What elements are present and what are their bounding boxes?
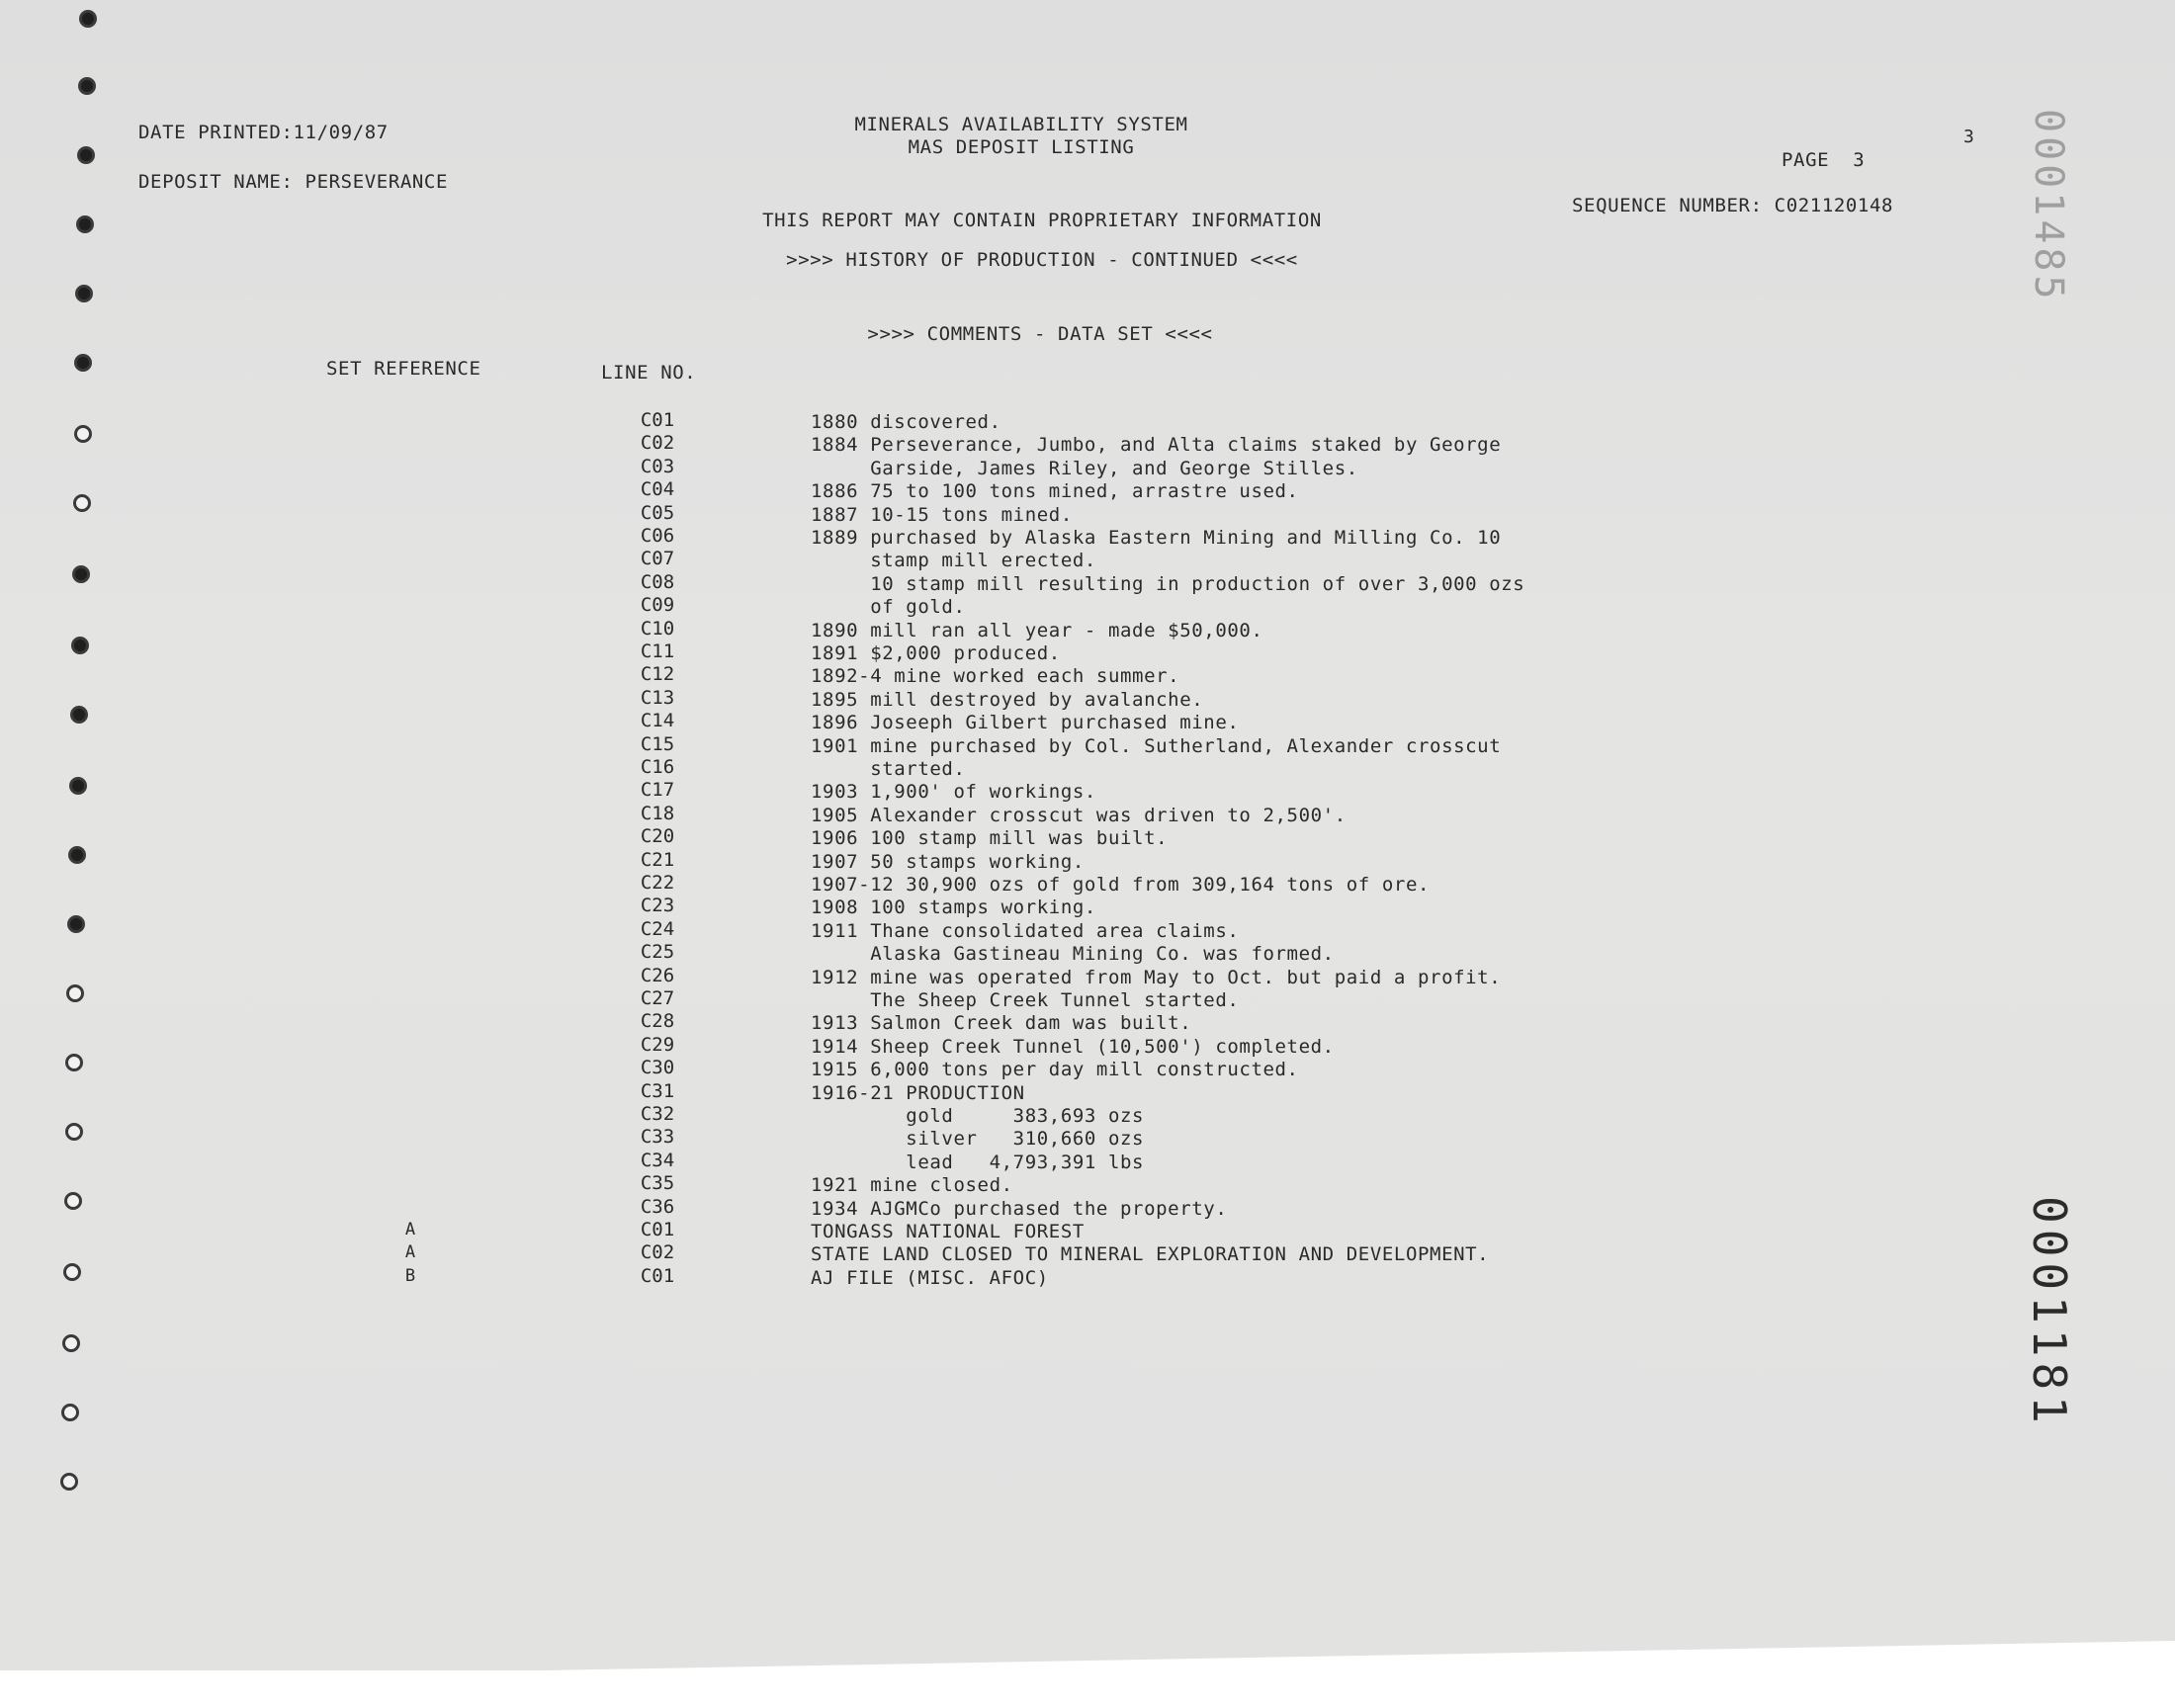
comment-text: 1891 $2,000 produced. [811, 642, 1061, 664]
comment-text: 1884 Perseverance, Jumbo, and Alta claims staked by George [811, 434, 1502, 456]
comment-text: 1916-21 PRODUCTION [811, 1082, 1025, 1104]
line-number-cell: C18 [640, 803, 675, 824]
comment-text: TONGASS NATIONAL FOREST [811, 1221, 1085, 1242]
comment-text: 1880 discovered. [811, 411, 1001, 433]
line-number-cell: C10 [640, 618, 675, 640]
line-number-cell: C08 [640, 571, 675, 593]
comment-text: 10 stamp mill resulting in production of over 3,000 ozs [811, 573, 1525, 595]
line-number-cell: C32 [640, 1103, 675, 1125]
set-reference-header: SET REFERENCE [326, 358, 481, 380]
feed-hole [61, 1404, 79, 1421]
page-number: PAGE 3 [1782, 149, 1866, 171]
archive-stamp-top: 0001485 [2026, 109, 2071, 303]
comment-text: 1903 1,900' of workings. [811, 781, 1096, 803]
comment-text: The Sheep Creek Tunnel started. [811, 989, 1240, 1011]
line-number-cell: C09 [640, 594, 675, 616]
feed-hole [74, 354, 92, 372]
comment-text: 1896 Joseeph Gilbert purchased mine. [811, 712, 1240, 733]
comment-text: 1934 AJGMCo purchased the property. [811, 1198, 1228, 1220]
line-number-cell: C04 [640, 478, 675, 500]
subsection-title: >>>> COMMENTS - DATA SET <<<< [867, 323, 1213, 345]
feed-hole [67, 915, 85, 933]
line-number-cell: C26 [640, 965, 675, 986]
comment-text: silver 310,660 ozs [811, 1128, 1145, 1150]
line-number-cell: C27 [640, 987, 675, 1009]
line-number-cell: C03 [640, 456, 675, 477]
section-title: >>>> HISTORY OF PRODUCTION - CONTINUED <<<< [786, 249, 1298, 271]
line-number-cell: C05 [640, 502, 675, 524]
archive-stamp-bottom: 0001181 [2023, 1196, 2076, 1429]
feed-hole [73, 494, 91, 512]
line-number-cell: C14 [640, 710, 675, 731]
comment-text: 1889 purchased by Alaska Eastern Mining and Milling Co. 10 [811, 527, 1502, 549]
line-number-cell: C24 [640, 918, 675, 940]
feed-hole [76, 215, 94, 233]
comment-text: AJ FILE (MISC. AFOC) [811, 1267, 1049, 1289]
line-number-cell: C36 [640, 1196, 675, 1218]
comment-text: Alaska Gastineau Mining Co. was formed. [811, 943, 1335, 965]
line-number-cell: C01 [640, 1265, 675, 1287]
feed-hole [65, 1054, 83, 1071]
comment-text: 1915 6,000 tons per day mill constructed. [811, 1059, 1299, 1080]
corner-mark: 3 [1963, 127, 1974, 147]
comment-text: of gold. [811, 596, 966, 618]
comment-text: 1887 10-15 tons mined. [811, 504, 1073, 526]
feed-hole [62, 1334, 80, 1352]
feed-hole [65, 1123, 83, 1141]
line-number-cell: C02 [640, 1241, 675, 1263]
line-no-header: LINE NO. [601, 362, 697, 384]
comment-text: 1892-4 mine worked each summer. [811, 665, 1180, 687]
comment-text: 1921 mine closed. [811, 1174, 1013, 1196]
line-number-cell: C02 [640, 432, 675, 454]
line-number-cell: C29 [640, 1034, 675, 1056]
feed-hole [72, 565, 90, 583]
comment-text: gold 383,693 ozs [811, 1105, 1145, 1127]
feed-hole [63, 1263, 81, 1281]
comment-text: stamp mill erected. [811, 550, 1096, 571]
comment-text: 1908 100 stamps working. [811, 897, 1096, 918]
line-number-cell: C01 [640, 1219, 675, 1240]
line-number-cell: C23 [640, 895, 675, 916]
feed-hole [71, 637, 89, 654]
comment-text: 1914 Sheep Creek Tunnel (10,500') completed. [811, 1036, 1335, 1058]
system-title: MINERALS AVAILABILITY SYSTEM [854, 114, 1188, 135]
feed-hole [78, 77, 96, 95]
line-number-cell: C12 [640, 663, 675, 685]
feed-hole [70, 706, 88, 724]
line-number-cell: C21 [640, 849, 675, 871]
line-number-cell: C30 [640, 1057, 675, 1078]
line-number-cell: C17 [640, 779, 675, 801]
line-number-cell: C34 [640, 1150, 675, 1171]
line-number-cell: C25 [640, 941, 675, 963]
date-printed: DATE PRINTED:11/09/87 [138, 122, 389, 143]
comment-text: 1895 mill destroyed by avalanche. [811, 689, 1204, 711]
deposit-name: DEPOSIT NAME: PERSEVERANCE [138, 171, 449, 193]
comment-text: 1913 Salmon Creek dam was built. [811, 1012, 1192, 1034]
comment-text: 1906 100 stamp mill was built. [811, 827, 1169, 849]
proprietary-notice: THIS REPORT MAY CONTAIN PROPRIETARY INFORMATION [762, 210, 1322, 231]
line-number-cell: C16 [640, 756, 675, 778]
line-number-cell: C31 [640, 1080, 675, 1102]
sequence-number: SEQUENCE NUMBER: C021120148 [1572, 195, 1894, 216]
line-number-cell: C15 [640, 733, 675, 755]
line-number-cell: C28 [640, 1010, 675, 1032]
comment-text: 1907 50 stamps working. [811, 851, 1085, 873]
line-number-cell: C22 [640, 872, 675, 894]
comment-text: 1907-12 30,900 ozs of gold from 309,164 tons of ore. [811, 874, 1431, 896]
line-number-cell: C33 [640, 1126, 675, 1148]
line-number-cell: C06 [640, 525, 675, 547]
line-number-cell: C01 [640, 409, 675, 431]
feed-hole [69, 777, 87, 795]
line-number-cell: C13 [640, 687, 675, 709]
set-reference-cell: A [404, 1242, 416, 1262]
feed-hole [60, 1473, 78, 1491]
comment-text: Garside, James Riley, and George Stilles. [811, 458, 1358, 479]
feed-hole [75, 285, 93, 302]
comment-text: started. [811, 758, 966, 780]
line-number-cell: C07 [640, 548, 675, 569]
listing-title: MAS DEPOSIT LISTING [908, 136, 1135, 158]
feed-hole [68, 846, 86, 864]
set-reference-cell: A [404, 1220, 416, 1239]
comment-text: 1905 Alexander crosscut was driven to 2,500'. [811, 805, 1347, 826]
feed-hole [79, 10, 97, 28]
comment-text: STATE LAND CLOSED TO MINERAL EXPLORATION AND DEVELOPMENT. [811, 1243, 1490, 1265]
line-number-cell: C20 [640, 825, 675, 847]
comment-text: 1890 mill ran all year - made $50,000. [811, 620, 1263, 641]
line-number-cell: C11 [640, 640, 675, 662]
comment-text: 1901 mine purchased by Col. Sutherland, Alexander crosscut [811, 735, 1502, 757]
feed-hole [74, 425, 92, 443]
comment-text: 1912 mine was operated from May to Oct. but paid a profit. [811, 967, 1502, 988]
line-number-cell: C35 [640, 1172, 675, 1194]
feed-hole [64, 1192, 82, 1210]
feed-hole [77, 146, 95, 164]
comment-text: 1911 Thane consolidated area claims. [811, 920, 1240, 942]
set-reference-cell: B [404, 1266, 416, 1286]
feed-hole [66, 984, 84, 1002]
comment-text: 1886 75 to 100 tons mined, arrastre used. [811, 480, 1299, 502]
comment-text: lead 4,793,391 lbs [811, 1152, 1145, 1173]
